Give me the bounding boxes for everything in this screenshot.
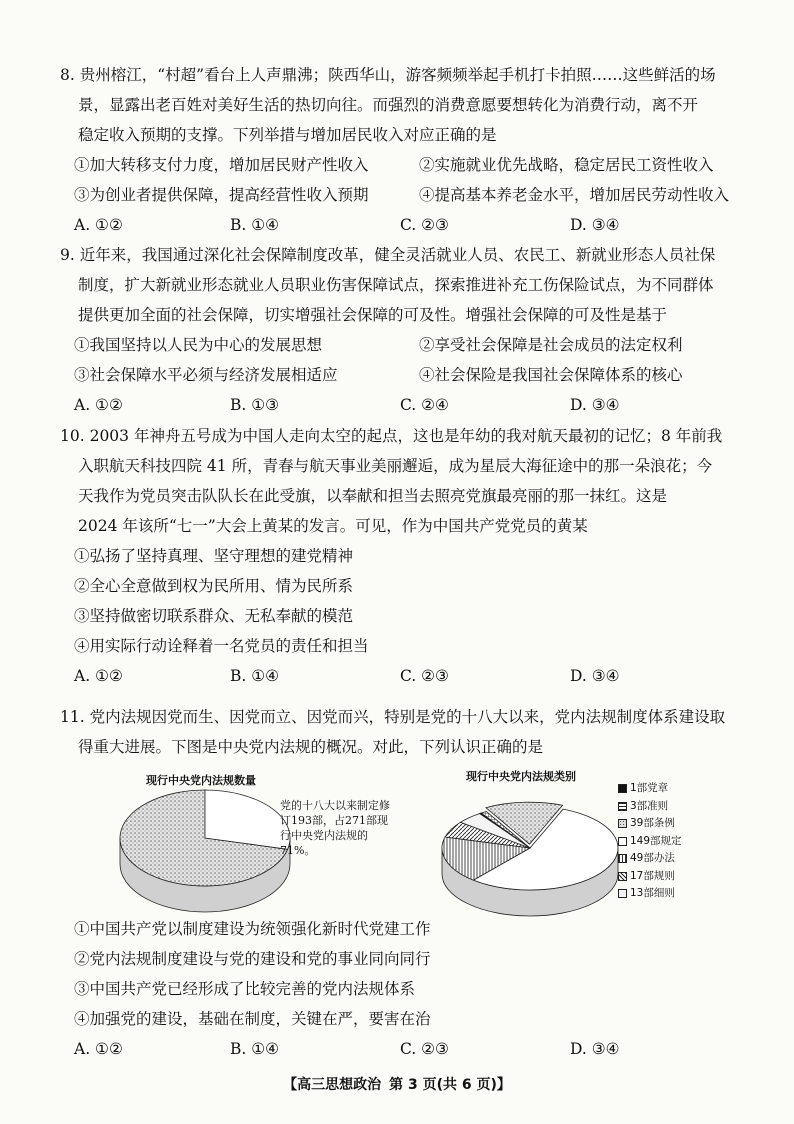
q10-item-1: ①弘扬了坚持真理、坚守理想的建党精神 [74,547,354,565]
q10-item-4: ④用实际行动诠释着一名党员的责任和担当 [74,637,369,655]
q9-option-2: ②享受社会保障是社会成员的法定权利 [419,336,683,354]
q8-answers [60,210,740,240]
q8-line-2: 景，显露出老百姓对美好生活的热切向往。而强烈的消费意愿要想转化为消费行动，离不开 [78,96,699,114]
legend-swatch-icon [618,889,627,898]
q8-option-3: ③为创业者提供保障，提高经营性收入预期 [74,186,369,204]
q8-line-1: 8. 贵州榕江，“村超”看台上人声鼎沸；陕西华山，游客频频举起手机打卡拍照……这些鲜活的场 [60,66,716,84]
q9-options-row-2 [60,360,740,390]
chart2-title: 现行中央党内法规类别 [466,770,576,783]
q11-item-4: ④加强党的建设，基础在制度，关键在严，要害在治 [74,1010,431,1028]
q8-answer-a[interactable]: A. ①② [74,216,123,234]
legend-item-1 [618,780,682,798]
legend-item-6 [618,868,682,886]
q11-answers [60,1034,740,1064]
q8-line-3: 稳定收入预期的支撑。下列举措与增加居民收入对应正确的是 [78,126,497,144]
chart1-title: 现行中央党内法规数量 [146,774,256,787]
q11-charts [110,768,730,918]
legend-label: 49部办法 [630,852,675,864]
legend-item-7 [618,885,682,903]
q10-line-2: 入职航天科技四院 41 所，青春与航天事业美丽邂逅，成为星辰大海征途中的那一朵浪花；今 [78,457,713,475]
q8-options-row-2 [60,180,740,210]
legend-swatch-icon [618,837,627,846]
q9-option-3: ③社会保障水平必须与经济发展相适应 [74,366,338,384]
q11-answer-a[interactable]: A. ①② [74,1040,123,1058]
legend-swatch-icon [618,819,627,828]
q9-answer-c[interactable]: C. ②④ [400,396,449,414]
question-11-items [60,914,740,1064]
q10-item-3: ③坚持做密切联系群众、无私奉献的模范 [74,607,354,625]
q11-line-2: 得重大进展。下图是中央党内法规的概况。对此，下列认识正确的是 [78,738,544,756]
question-9 [60,240,740,420]
chart2-legend [618,780,682,903]
q9-line-2: 制度，扩大新就业形态就业人员职业伤害保障试点，探索推进补充工伤保险试点，为不同群体 [78,276,714,294]
chart1-pie [120,790,290,912]
q10-line-1: 10. 2003 年神舟五号成为中国人走向太空的起点，这也是年幼的我对航天最初的记忆；8 年前我 [60,427,723,445]
chart2-pie [442,802,618,916]
legend-label: 1部党章 [630,782,669,794]
legend-swatch-icon [618,784,627,793]
question-10 [60,421,740,691]
legend-label: 3部准则 [630,799,669,812]
q8-option-1: ①加大转移支付力度，增加居民财产性收入 [74,156,369,174]
chart1-annotation: 党的十八大以来制定修订193部，占271部现行中央党内法规的71%。 [280,799,390,857]
q10-answer-a[interactable]: A. ①② [74,667,123,685]
legend-item-2 [618,798,682,816]
q11-line-1: 11. 党内法规因党而生、因党而立、因党而兴，特别是党的十八大以来，党内法规制度体系建设取 [60,708,726,726]
q10-answer-c[interactable]: C. ②③ [400,667,449,685]
q9-answer-d[interactable]: D. ③④ [570,396,620,414]
q9-options-row-1 [60,330,740,360]
legend-item-5 [618,850,682,868]
footer-subject: 【高三思想政治 [283,1077,382,1093]
legend-swatch-icon [618,854,627,863]
q9-line-1: 9. 近年来，我国通过深化社会保障制度改革，健全灵活就业人员、农民工、新就业形态人员社保 [60,246,716,264]
q10-line-3: 天我作为党员突击队队长在此受旗，以奉献和担当去照亮党旗最亮丽的那一抹红。这是 [78,487,668,505]
footer-page: 第 3 页(共 6 页)】 [389,1077,511,1093]
q8-answer-c[interactable]: C. ②③ [400,216,449,234]
page-footer [0,1074,794,1094]
q9-line-3: 提供更加全面的社会保障，切实增强社会保障的可及性。增强社会保障的可及性是基于 [78,306,668,324]
legend-label: 13部细则 [630,887,675,899]
legend-item-3 [618,815,682,833]
q8-option-4: ④提高基本养老金水平，增加居民劳动性收入 [419,186,730,204]
question-11-stem [60,702,740,762]
legend-swatch-icon [618,802,627,811]
question-8 [60,60,740,240]
q9-answer-b[interactable]: B. ①③ [230,396,280,414]
q9-option-4: ④社会保险是我国社会保障体系的核心 [419,366,683,384]
legend-item-4 [618,833,682,851]
q11-answer-d[interactable]: D. ③④ [570,1040,620,1058]
q9-answer-a[interactable]: A. ①② [74,396,123,414]
q9-answers [60,390,740,420]
q11-answer-b[interactable]: B. ①④ [230,1040,280,1058]
q8-options-row-1 [60,150,740,180]
q8-answer-b[interactable]: B. ①④ [230,216,280,234]
legend-label: 17部规则 [630,869,675,882]
q10-answer-b[interactable]: B. ①④ [230,667,280,685]
q11-answer-c[interactable]: C. ②③ [400,1040,449,1058]
q9-option-1: ①我国坚持以人民为中心的发展思想 [74,336,323,354]
q10-line-4: 2024 年该所“七一”大会上黄某的发言。可见，作为中国共产党党员的黄某 [78,517,588,535]
legend-swatch-icon [618,872,627,881]
q8-option-2: ②实施就业优先战略，稳定居民工资性收入 [419,156,714,174]
q11-item-3: ③中国共产党已经形成了比较完善的党内法规体系 [74,980,416,998]
q10-answer-d[interactable]: D. ③④ [570,667,620,685]
q11-item-2: ②党内法规制度建设与党的建设和党的事业同向同行 [74,950,431,968]
legend-label: 39部条例 [630,817,675,829]
legend-label: 149部规定 [630,834,682,847]
q8-answer-d[interactable]: D. ③④ [570,216,620,234]
q11-item-1: ①中国共产党以制度建设为统领强化新时代党建工作 [74,920,431,938]
q10-answers [60,661,740,691]
q10-item-2: ②全心全意做到权为民所用、情为民所系 [74,577,354,595]
